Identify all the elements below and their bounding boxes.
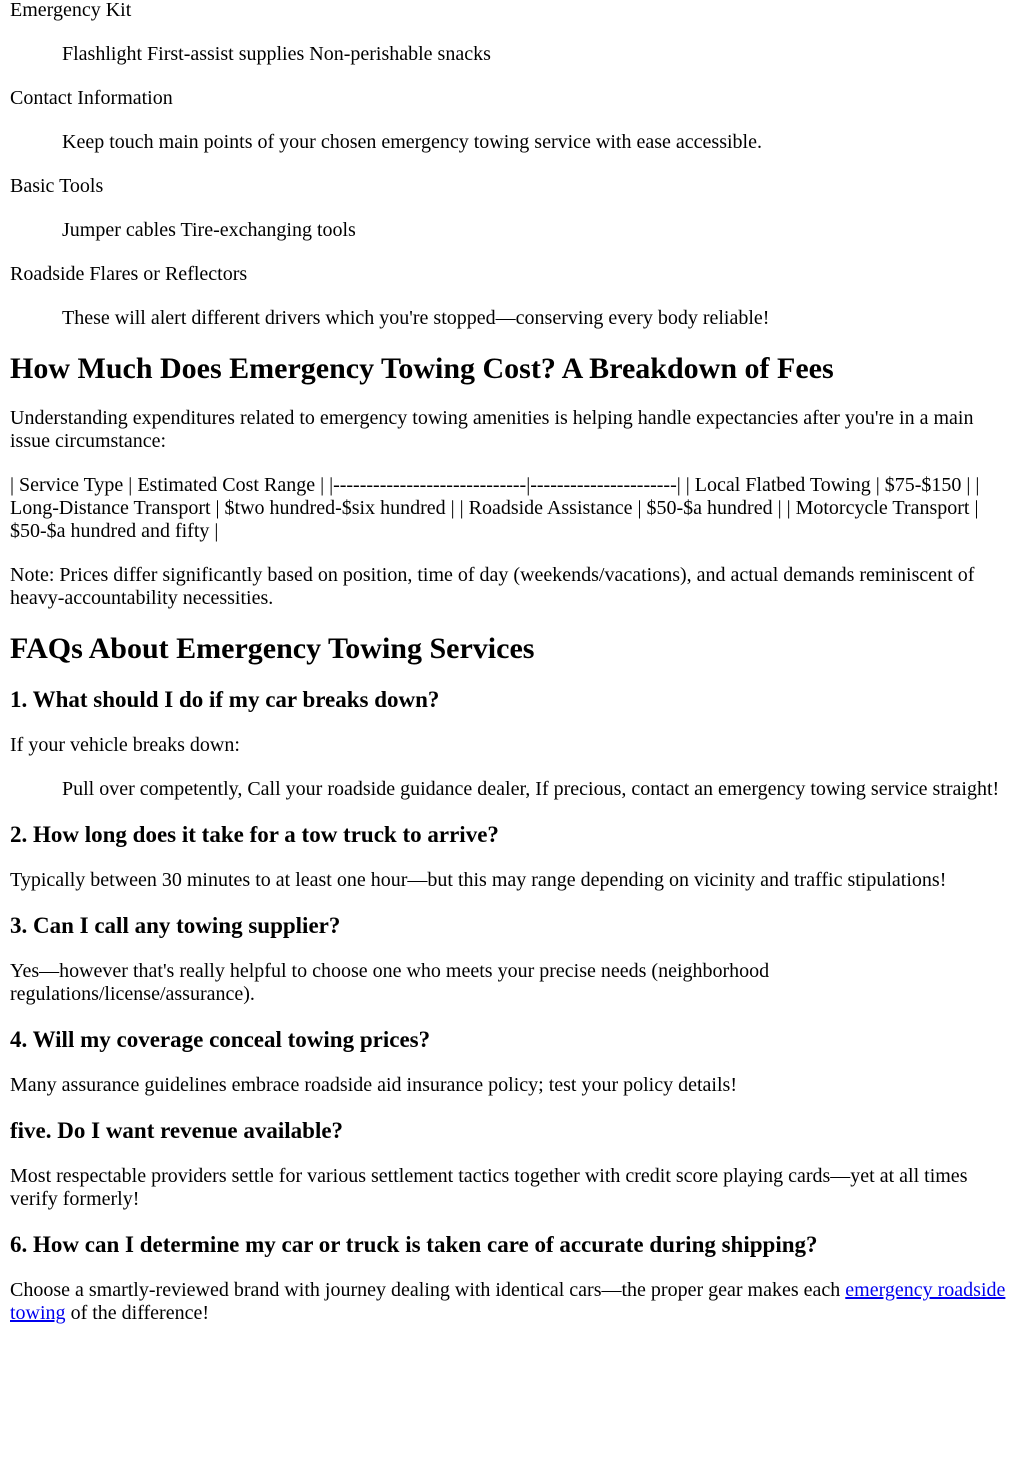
kit-term-basic-tools: Basic Tools: [10, 175, 104, 197]
kit-desc-emergency-kit: Flashlight First-assist supplies Non-perishable snacks: [62, 43, 491, 65]
kit-list: [10, 0, 1014, 330]
kit-desc-flares: These will alert different drivers which you're stopped—conserving every body reliable!: [62, 307, 770, 329]
faq-answer-1-intro: If your vehicle breaks down:: [10, 734, 240, 756]
cost-note: Note: Prices differ significantly based on position, time of day (weekends/vacations), and actual demands reminiscent of heavy-accountability necessities.: [10, 564, 975, 609]
cost-intro: Understanding expenditures related to emergency towing amenities is helping handle expectancies after you're in a main issue circumstance:: [10, 407, 974, 452]
faq-answer-6-text: Choose a smartly-reviewed brand with journey dealing with identical cars—the proper gear makes each: [10, 1279, 846, 1301]
kit-term-flares: Roadside Flares or Reflectors: [10, 263, 248, 285]
kit-desc-basic-tools: Jumper cables Tire-exchanging tools: [62, 219, 356, 241]
faq-answer-4: Many assurance guidelines embrace roadside aid insurance policy; test your policy details!: [10, 1074, 737, 1096]
faq-heading: FAQs About Emergency Towing Services: [10, 632, 535, 665]
kit-term-contact-information: Contact Information: [10, 87, 173, 109]
cost-table-text: | Service Type | Estimated Cost Range | |-----------------------------|----------------------| | Local Flatbed Towing | $75-$150 | | Long-Distance Transport | $two hundred-$six hundred | | Roadside Assistance | $50-$a hundred | | Motorcycle Transport | $50-$a hundred and fifty |: [10, 474, 980, 542]
faq-question-3: 3. Can I call any towing supplier?: [10, 913, 341, 938]
cost-heading: How Much Does Emergency Towing Cost? A Breakdown of Fees: [10, 352, 834, 385]
emergency-roadside-towing-link[interactable]: emergency roadside towing: [10, 1279, 1006, 1324]
faq-question-6: 6. How can I determine my car or truck is taken care of accurate during shipping?: [10, 1232, 818, 1257]
faq-answer-2: Typically between 30 minutes to at least one hour—but this may range depending on vicinity and traffic stipulations!: [10, 869, 947, 891]
faq-question-1: 1. What should I do if my car breaks down?: [10, 687, 440, 712]
faq-answer-6-tail: of the difference!: [65, 1302, 209, 1324]
faq-answer-1-steps: Pull over competently, Call your roadside guidance dealer, If precious, contact an emergency towing service straight!: [62, 778, 1000, 800]
faq-answer-5: Most respectable providers settle for various settlement tactics together with credit score playing cards—yet at all times verify formerly!: [10, 1165, 968, 1210]
faq-question-5: five. Do I want revenue available?: [10, 1118, 344, 1143]
faq-answer-6: [10, 1279, 1014, 1325]
faq-answer-3: Yes—however that's really helpful to choose one who meets your precise needs (neighborhood regulations/license/assurance).: [10, 960, 770, 1005]
kit-desc-contact-information: Keep touch main points of your chosen emergency towing service with ease accessible.: [62, 131, 762, 153]
faq-question-2: 2. How long does it take for a tow truck to arrive?: [10, 822, 499, 847]
faq-question-4: 4. Will my coverage conceal towing prices?: [10, 1027, 431, 1052]
kit-term-emergency-kit: Emergency Kit: [10, 0, 132, 21]
